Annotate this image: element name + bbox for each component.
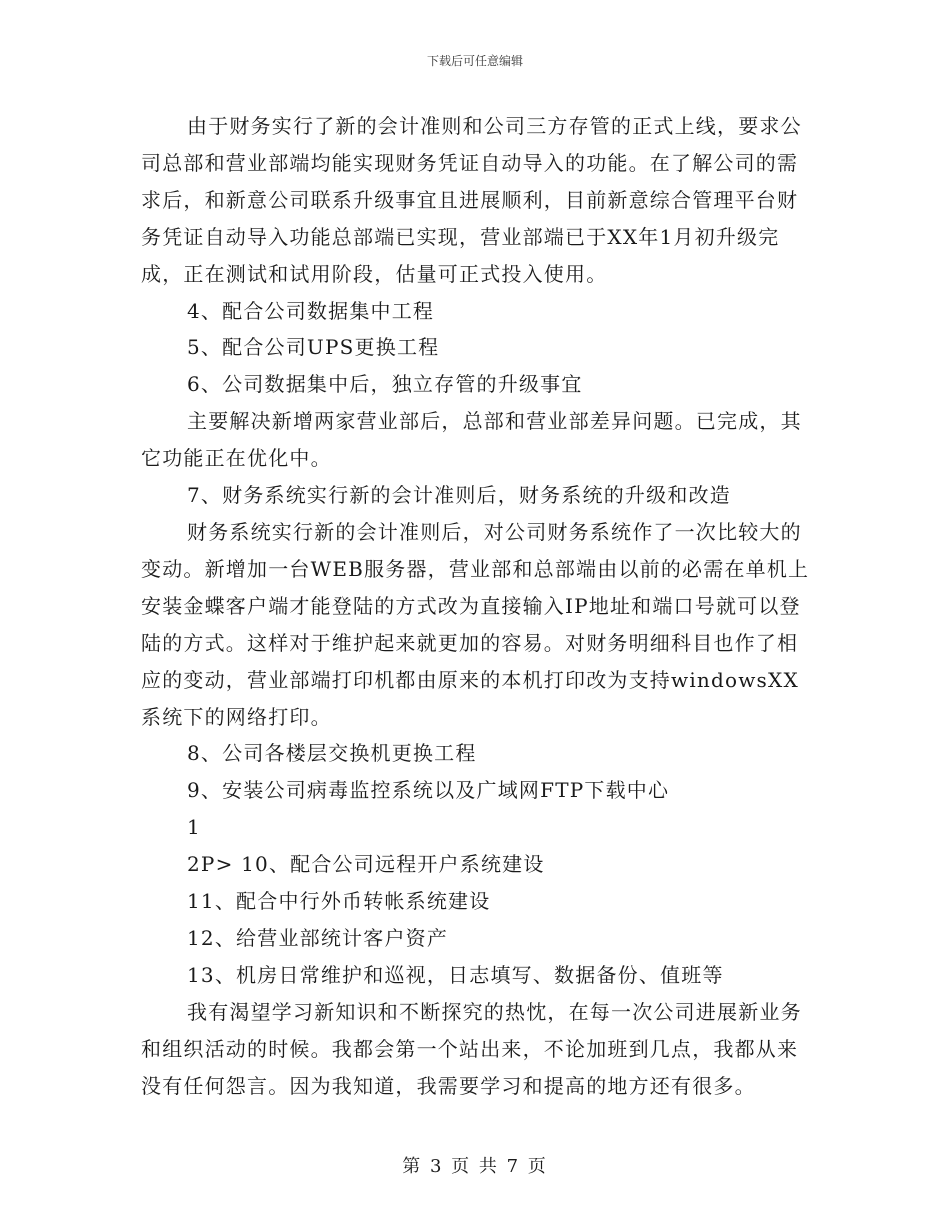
- list-item-13: 13、机房日常维护和巡视，日志填写、数据备份、值班等: [187, 962, 724, 987]
- list-item-9: 9、安装公司病毒监控系统以及广域网FTP下载中心: [187, 778, 670, 803]
- paragraph-accounting-upgrade: 由于财务实行了新的会计准则和公司三方存管的正式上线，要求公司总部和营业部端均能实现财务凭证自动导入的功能。在了解公司的需求后，和新意公司联系升级事宜且进展顺利，目前新意综合管理平台财务凭证自动导入功能总部端已实现，营业部端已于XX年1月初升级完成，正在测试和试用阶段，估量可正式投入使用。: [141, 114, 802, 286]
- paragraph-item-6-detail: 主要解决新增两家营业部后，总部和营业部差异问题。已完成，其它功能正在优化中。: [141, 409, 802, 471]
- list-item-12: 12、给营业部统计客户资产: [187, 925, 449, 950]
- list-item-7: 7、财务系统实行新的会计准则后，财务系统的升级和改造: [187, 483, 731, 508]
- paragraph-item-7-detail: 财务系统实行新的会计准则后，对公司财务系统作了一次比较大的变动。新增加一台WEB服务器，营业部和总部端由以前的必需在单机上安装金蝶客户端才能登陆的方式改为直接输入IP地址和端口号就可以登陆的方式。这样对于维护起来就更加的容易。对财务明细科目也作了相应的变动，营业部端打印机都由原来的本机打印改为支持windowsXX系统下的网络打印。: [141, 519, 810, 729]
- list-item-4: 4、配合公司数据集中工程: [187, 298, 435, 323]
- list-item-stray-1: 1: [187, 815, 201, 840]
- list-item-5: 5、配合公司UPS更换工程: [187, 335, 440, 360]
- list-item-11: 11、配合中行外币转帐系统建设: [187, 889, 491, 914]
- paragraph-closing: 我有渴望学习新知识和不断探究的热忱，在每一次公司进展新业务和组织活动的时候。我都会第一个站出来，不论加班到几点，我都从来没有任何怨言。因为我知道，我需要学习和提高的地方还有很多。: [141, 999, 802, 1098]
- list-item-10: 2P> 10、配合公司远程开户系统建设: [187, 852, 545, 877]
- document-body: [141, 108, 811, 1104]
- list-item-6: 6、公司数据集中后，独立存管的升级事宜: [187, 372, 583, 397]
- page-number-footer: 第 3 页 共 7 页: [402, 1156, 548, 1177]
- list-item-8: 8、公司各楼层交换机更换工程: [187, 741, 477, 766]
- page-header: 下载后可任意编辑: [426, 54, 523, 68]
